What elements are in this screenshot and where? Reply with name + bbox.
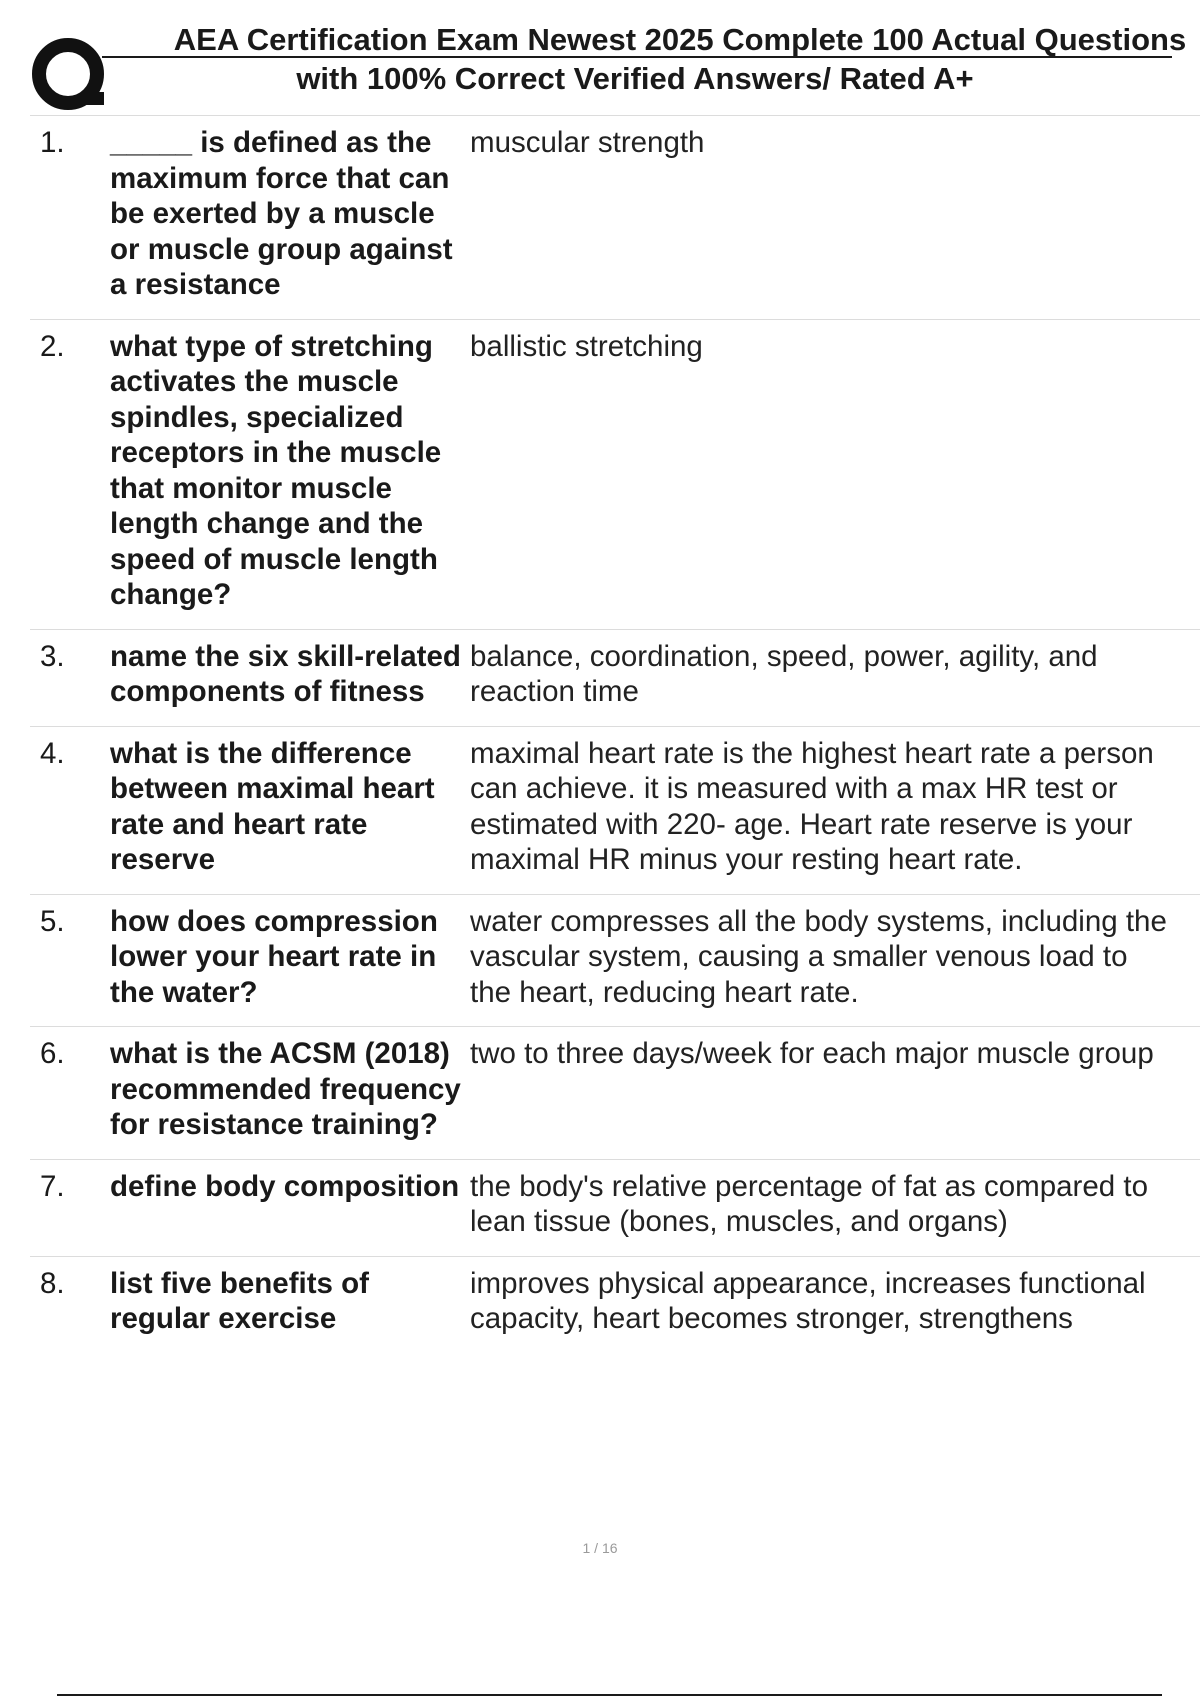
question-text: how does compression lower your heart rate in the water? [110, 904, 438, 1009]
answer-text: the body's relative percentage of fat as compared to lean tissue (bones, muscles, and organs) [470, 1169, 1148, 1238]
question-text: _____ is defined as the maximum force that can be exerted by a muscle or muscle group against a resistance [110, 126, 453, 301]
qa-row [30, 116, 1200, 320]
question-text: what is the ACSM (2018) recommended frequency for resistance training? [110, 1037, 461, 1141]
answer-text: ballistic stretching [470, 329, 703, 363]
question-text: define body composition [110, 1169, 460, 1203]
answer-text: balance, coordination, speed, power, agility, and reaction time [470, 639, 1098, 708]
document-header [30, 20, 1190, 115]
question-number: 6. [40, 1037, 65, 1070]
question-number: 3. [40, 639, 65, 673]
qa-row [30, 1027, 1200, 1160]
question-text: name the six skill-related components of fitness [110, 639, 461, 708]
question-number: 8. [40, 1266, 65, 1300]
question-text: what is the difference between maximal heart rate and heart rate reserve [110, 736, 435, 876]
title-line-2: with 100% Correct Verified Answers/ Rated A+ [296, 61, 974, 96]
question-answer-list [30, 115, 1200, 1353]
footer-divider [57, 1694, 1162, 1696]
answer-text: muscular strength [470, 126, 705, 159]
question-number: 7. [40, 1169, 65, 1203]
answer-text: improves physical appearance, increases functional capacity, heart becomes stronger, strengthens [470, 1266, 1146, 1335]
qa-row [30, 895, 1200, 1028]
document-title [125, 20, 1200, 98]
question-number: 1. [40, 126, 65, 159]
title-line-1: AEA Certification Exam Newest 2025 Complete 100 Actual Questions [173, 22, 1187, 57]
qa-row [30, 727, 1200, 895]
qa-row [30, 1160, 1200, 1257]
answer-text: maximal heart rate is the highest heart rate a person can achieve. it is measured with a max HR test or estimated with 220- age. Heart rate reserve is your maximal HR minus your resting heart rate. [470, 736, 1154, 876]
answer-text: two to three days/week for each major muscle group [470, 1037, 1154, 1070]
question-number: 4. [40, 736, 65, 770]
qa-row [30, 630, 1200, 727]
qa-row [30, 1257, 1200, 1353]
answer-text: water compresses all the body systems, including the vascular system, causing a smaller venous load to the heart, reducing heart rate. [470, 904, 1167, 1009]
question-number: 5. [40, 904, 65, 938]
question-text: list five benefits of regular exercise [110, 1266, 369, 1335]
page-indicator: 1 / 16 [582, 1540, 618, 1556]
qa-row [30, 320, 1200, 630]
question-text: what type of stretching activates the muscle spindles, specialized receptors in the muscle that monitor muscle length change and the speed of muscle length change? [110, 329, 442, 611]
question-number: 2. [40, 329, 65, 363]
